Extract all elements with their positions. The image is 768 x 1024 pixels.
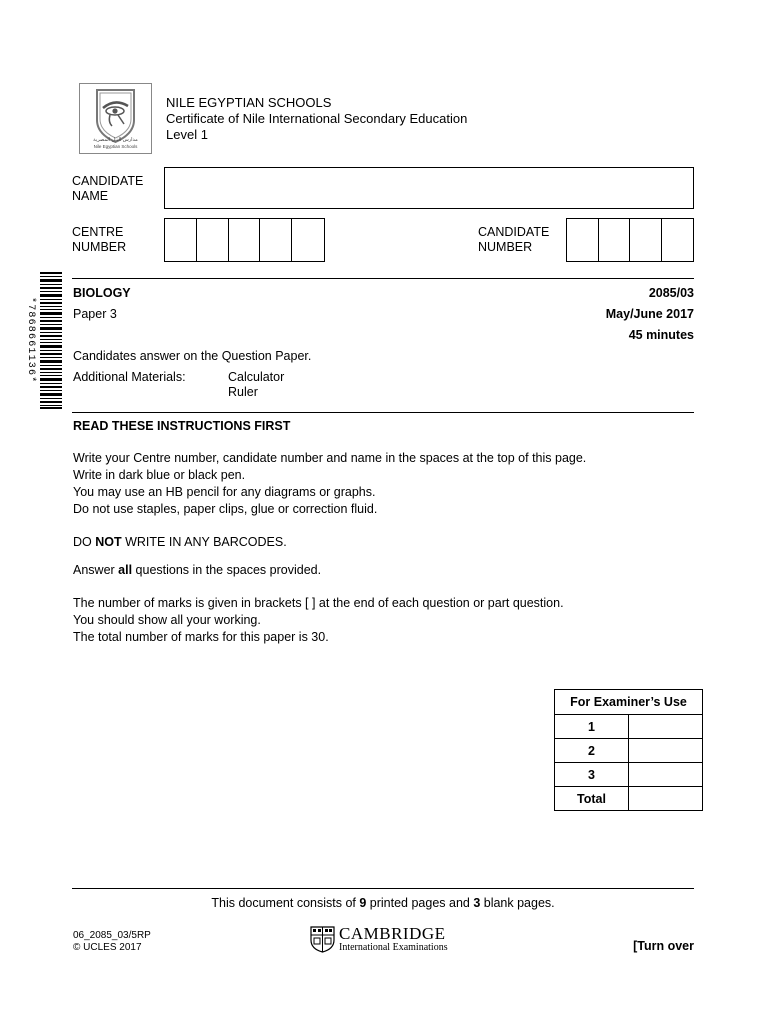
mark-cell[interactable]	[629, 739, 703, 763]
certificate-title: Certificate of Nile International Secondary Education	[166, 111, 468, 126]
cambridge-shield-icon	[310, 926, 335, 953]
candidate-name-label: CANDIDATE NAME	[72, 174, 144, 203]
page-count-note: This document consists of 9 printed pages and 3 blank pages.	[211, 896, 555, 910]
instruction-line: Do not use staples, paper clips, glue or correction fluid.	[73, 502, 378, 516]
materials-list	[228, 370, 284, 400]
centre-number-cell[interactable]	[229, 219, 261, 261]
examiner-use-table	[554, 689, 703, 811]
centre-number-cell[interactable]	[165, 219, 197, 261]
table-row	[555, 739, 703, 763]
candidate-name-field[interactable]	[164, 167, 694, 209]
school-name: NILE EGYPTIAN SCHOOLS	[166, 95, 332, 110]
instruction-line: The total number of marks for this paper is 30.	[73, 630, 329, 644]
instruction-line: The number of marks is given in brackets [ ] at the end of each question or part question.	[73, 596, 564, 610]
barcode-instruction: DO NOT WRITE IN ANY BARCODES.	[73, 535, 287, 549]
centre-number-field[interactable]	[164, 218, 325, 262]
mark-cell[interactable]	[629, 715, 703, 739]
centre-number-cell[interactable]	[292, 219, 324, 261]
exam-duration: 45 minutes	[628, 328, 694, 342]
cambridge-wordmark: CAMBRIDGE	[339, 924, 446, 943]
question-number: 3	[555, 763, 629, 787]
instruction-line: You may use an HB pencil for any diagrams or graphs.	[73, 485, 376, 499]
logo-caption-arabic: مدارس النيل المصرية	[93, 137, 138, 143]
candidate-number-cell[interactable]	[599, 219, 631, 261]
footer-reference	[73, 930, 151, 954]
table-row	[555, 763, 703, 787]
instructions-block-3	[73, 595, 564, 646]
candidate-number-field[interactable]	[566, 218, 694, 262]
answer-note: Candidates answer on the Question Paper.	[73, 349, 312, 363]
question-number: 2	[555, 739, 629, 763]
instructions-heading: READ THESE INSTRUCTIONS FIRST	[73, 419, 291, 433]
centre-number-label: CENTRE NUMBER	[72, 225, 127, 254]
exam-session: May/June 2017	[605, 307, 694, 321]
materials-label: Additional Materials:	[73, 370, 186, 384]
cambridge-subtitle: International Examinations	[339, 942, 448, 953]
table-row	[555, 787, 703, 811]
question-number: 1	[555, 715, 629, 739]
instructions-block-1	[73, 450, 586, 518]
school-logo	[79, 83, 152, 154]
paper-code: 2085/03	[648, 286, 694, 300]
divider	[72, 412, 694, 413]
school-header	[166, 95, 467, 143]
material-item: Calculator	[228, 370, 285, 384]
instruction-line: Write in dark blue or black pen.	[73, 468, 246, 482]
total-label: Total	[555, 787, 629, 811]
barcode-digits: *7868661136*	[25, 297, 36, 384]
total-mark-cell[interactable]	[629, 787, 703, 811]
candidate-number-cell[interactable]	[630, 219, 662, 261]
paper-number: Paper 3	[73, 307, 117, 321]
document-reference: 06_2085_03/5RP	[73, 930, 151, 941]
table-row	[555, 715, 703, 739]
candidate-number-label: CANDIDATE NUMBER	[478, 225, 550, 254]
centre-number-cell[interactable]	[260, 219, 292, 261]
level-text: Level 1	[166, 127, 208, 142]
mark-cell[interactable]	[629, 763, 703, 787]
examiner-table-heading: For Examiner’s Use	[555, 690, 703, 715]
instruction-line: You should show all your working.	[73, 613, 261, 627]
logo-caption-english: Nile Egyptian Schools	[93, 144, 138, 149]
divider	[72, 888, 694, 889]
material-item: Ruler	[228, 385, 258, 399]
candidate-number-cell[interactable]	[567, 219, 599, 261]
subject-title: BIOLOGY	[73, 286, 131, 300]
copyright: © UCLES 2017	[73, 942, 142, 953]
turn-over: [Turn over	[633, 939, 694, 953]
instruction-line: Write your Centre number, candidate number and name in the spaces at the top of this page.	[73, 451, 587, 465]
barcode-icon	[40, 272, 62, 409]
centre-number-cell[interactable]	[197, 219, 229, 261]
candidate-number-cell[interactable]	[662, 219, 693, 261]
divider	[72, 278, 694, 279]
answer-instruction: Answer all questions in the spaces provided.	[73, 563, 322, 577]
